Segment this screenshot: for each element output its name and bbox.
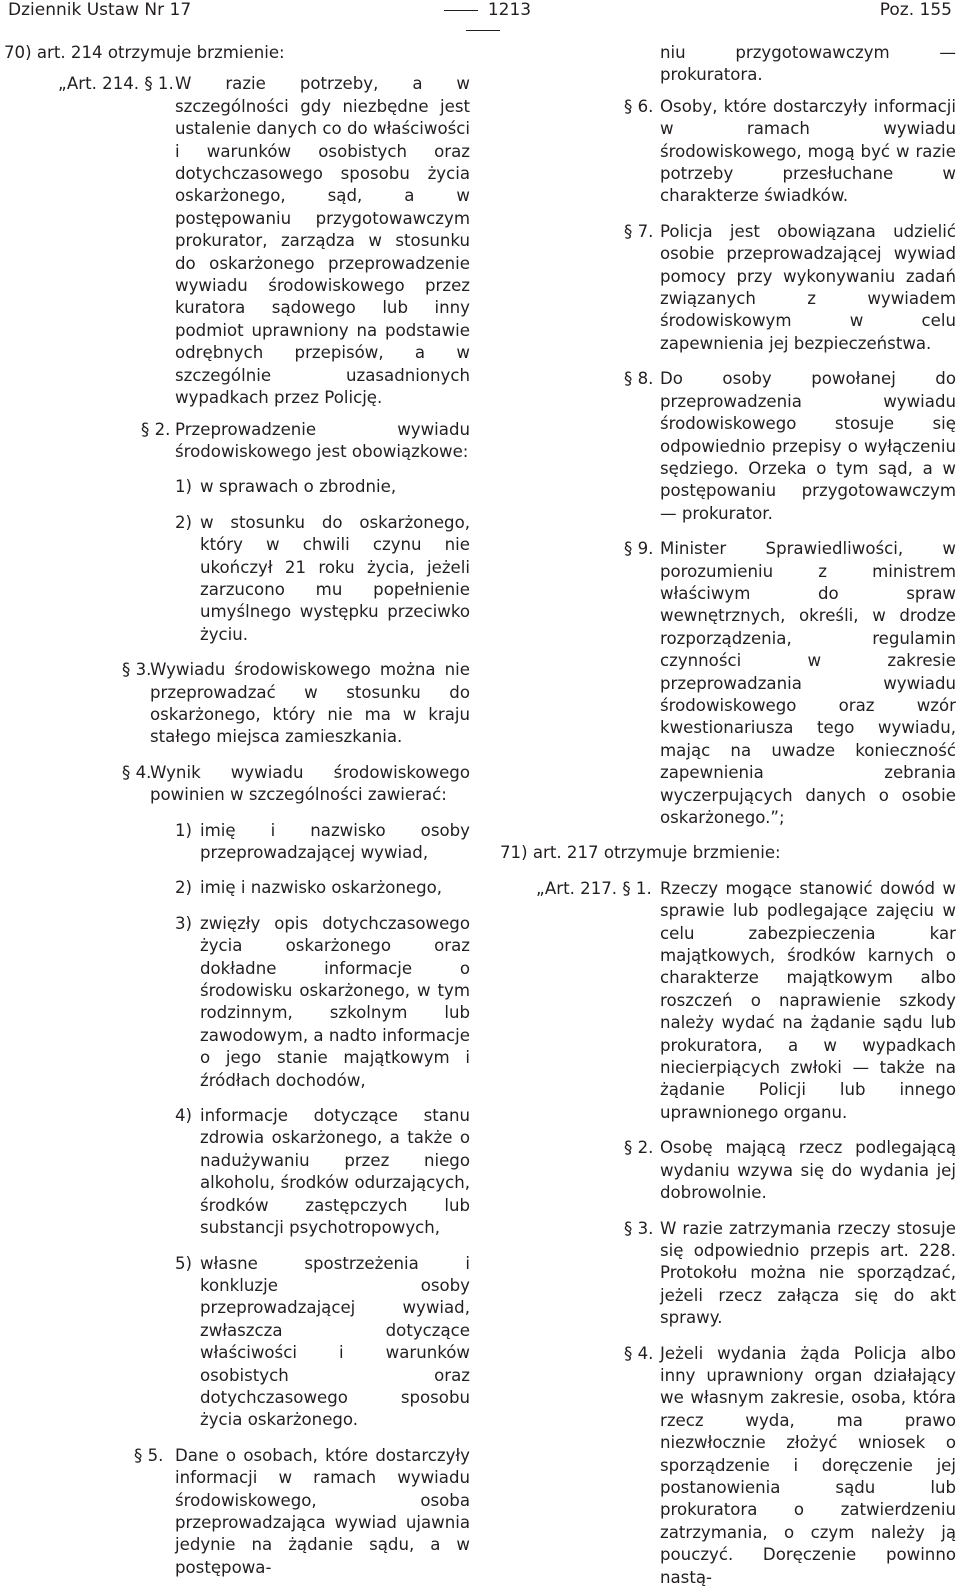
par-4-item-5-num: 5) [175, 1253, 193, 1273]
par-4-item-1 [70, 820, 470, 865]
par-3-text: Wywiadu środowiskowego można nie przeprowadzać w stosunku do oskarżonego, który nie ma w kraju stałego miejsca zamieszkania. [150, 660, 470, 747]
amendment-intro-71: 71) art. 217 otrzymuje brzmienie: [500, 843, 781, 863]
par-6-label: § 6. [624, 96, 654, 116]
par-4-item-3-num: 3) [175, 913, 193, 933]
par-4-item-4-text: informacje dotyczące stanu zdrowia oskarżonego, a także o nadużywaniu przez niego alkoholu, środków odurzających, środków zastępczych lub substancji psychotropowych, [200, 1106, 470, 1238]
right-column [500, 42, 956, 1589]
art-214-par-5 [70, 1445, 470, 1579]
par-4-item-1-num: 1) [175, 820, 193, 840]
par-4-item-2-num: 2) [175, 878, 193, 898]
header-rule-left [444, 10, 478, 11]
art-214-par-6 [500, 96, 956, 208]
par-8-text: Do osoby powołanej do przeprowadzenia wywiadu środowiskowego stosuje się odpowiednio przepisy o wyłączeniu sędziego. Orzeka o tym sąd, a w postępowaniu przygotowawczym — prokurator. [660, 369, 956, 523]
art-217-par-3 [500, 1218, 956, 1330]
art-214-par-4 [70, 762, 470, 807]
par-4-item-4 [70, 1105, 470, 1239]
par-4-item-2 [70, 877, 470, 899]
par-5-text: Dane o osobach, które dostarczyły informacji w ramach wywiadu środowiskowego, osoba przeprowadzająca wywiad ujawnia jedynie na żądanie sądu, a w postępowa- [175, 1445, 470, 1577]
art-214-par-3 [70, 659, 470, 749]
art-217-par-1 [500, 878, 956, 1124]
par-7-label: § 7. [624, 221, 654, 241]
art-214-par-1 [58, 73, 470, 409]
par-2-item-1-num: 1) [175, 477, 193, 497]
art-217-par-3-text: W razie zatrzymania rzeczy stosuje się odpowiednio przepis art. 228. Protokołu można nie sporządzać, jeżeli rzecz załącza się do akt sprawy. [660, 1218, 956, 1328]
par-9-text: Minister Sprawiedliwości, w porozumieniu z ministrem właściwym do spraw wewnętrznych, określi, w drodze rozporządzenia, regulamin czynności w zakresie przeprowadzania wywiadu środowiskowego oraz wzór kwestionariusza tego wywiadu, mając na uwadze konieczność zapewnienia zebrania wyczerpujących danych o osobie oskarżonego.”; [660, 539, 956, 827]
par-4-item-4-num: 4) [175, 1106, 193, 1126]
art-214-par-7 [500, 221, 956, 355]
par-5-label: § 5. [134, 1445, 164, 1465]
par-2-item-1-text: w sprawach o zbrodnie, [200, 477, 397, 497]
art-214-par-2 [70, 419, 470, 464]
par-2-item-2-text: w stosunku do oskarżonego, który w chwili czynu nie ukończył 21 roku życia, jeżeli zarzucono mu popełnienie umyślnego występku przeciwko życiu. [200, 512, 470, 644]
par-4-item-3-text: zwięzły opis dotychczasowego życia oskarżonego oraz dokładne informacje o środowisku oskarżonego, w tym rodzinnym, szkolnym lub zawodowym, a nadto informacje o jego stanie majątkowym i źródłach dochodów, [200, 913, 470, 1090]
art-217-par-1-text: Rzeczy mogące stanowić dowód w sprawie lub podlegające zajęciu w celu zabezpieczenia kar majątkowych, środków karnych o charakterze majątkowym albo roszczeń o naprawienie szkody należy wydać na żądanie sądu lub prokuratora, a w wypadkach niecierpiących zwłoki — także na żądanie Policji lub innego uprawnionego organu. [660, 878, 956, 1122]
art-217-par-2 [500, 1137, 956, 1204]
par-4-item-1-text: imię i nazwisko osoby przeprowadzającej wywiad, [200, 820, 470, 862]
par-2-item-1 [70, 476, 470, 498]
art-214-label: „Art. 214. § 1. [58, 74, 174, 94]
par-5-cont-text: niu przygotowawczym — prokuratora. [660, 43, 956, 85]
page-number: 1213 [487, 0, 532, 20]
page-number-block [410, 0, 555, 40]
par-9-label: § 9. [624, 539, 654, 559]
art-217-par-4-text: Jeżeli wydania żąda Policja albo inny uprawniony organ działający we własnym zakresie, osoba, która rzecz wyda, ma prawo niezwłocznie złożyć wniosek o sporządzenie i doręczenie jej postanowienia sądu lub prokuratora o zatwierdzeniu zatrzymania, o czym należy ją pouczyć. Doręczenie powinno nastą- [660, 1343, 956, 1587]
par-2-item-2-num: 2) [175, 512, 193, 532]
par-5-continuation [500, 42, 956, 87]
par-4-item-5-text: własne spostrzeżenia i konkluzje osoby przeprowadzającej wywiad, zwłaszcza dotyczące właściwości i warunków osobistych oraz dotychczasowego sposobu życia oskarżonego. [200, 1253, 470, 1430]
art-217-par-3-label: § 3. [624, 1218, 654, 1238]
par-8-label: § 8. [624, 369, 654, 389]
art-217-par-4 [500, 1343, 956, 1589]
par-7-text: Policja jest obowiązana udzielić osobie przeprowadzającej wywiad pomocy przy wykonywaniu zadań związanych z wywiadem środowiskowym w celu zapewnienia jej bezpieczeństwa. [660, 221, 956, 353]
position-number: Poz. 155 [879, 0, 952, 20]
art-217-par-2-text: Osobę mającą rzecz podlegającą wydaniu wzywa się do wydania jej dobrowolnie. [660, 1138, 956, 1203]
art-214-par-8 [500, 368, 956, 525]
art-214-par-9 [500, 538, 956, 829]
journal-title: Dziennik Ustaw Nr 17 [8, 0, 192, 20]
par-2-item-2 [70, 512, 470, 646]
art-217-par-2-label: § 2. [624, 1138, 654, 1158]
par-2-text: Przeprowadzenie wywiadu środowiskowego jest obowiązkowe: [175, 419, 470, 461]
par-2-label: § 2. [141, 419, 171, 439]
par-4-item-3 [70, 913, 470, 1092]
art-217-label: „Art. 217. § 1. [536, 878, 652, 898]
art-214-par-1-text: W razie potrzeby, a w szczególności gdy niezbędne jest ustalenie danych co do właściwości i warunków osobistych oraz dotychczasowego sposobu życia oskarżonego, sąd, a w postępowaniu przygotowawczym prokurator, zarządza w stosunku do oskarżonego przeprowadzenie wywiadu środowiskowego przez kuratora sądowego lub inny podmiot uprawniony na podstawie odrębnych przepisów, a w szczególnie uzasadnionych wypadkach przez Policję. [175, 74, 470, 408]
par-3-label: § 3. [122, 660, 152, 680]
par-6-text: Osoby, które dostarczyły informacji w ramach wywiadu środowiskowego, mogą być w razie potrzeby przesłuchane w charakterze świadków. [660, 96, 956, 206]
par-4-text: Wynik wywiadu środowiskowego powinien w szczególności zawierać: [150, 762, 470, 805]
art-217-par-4-label: § 4. [624, 1343, 654, 1363]
par-4-item-2-text: imię i nazwisko oskarżonego, [200, 878, 443, 898]
header-rule-right [466, 30, 500, 31]
par-4-item-5 [70, 1253, 470, 1432]
page-header [0, 0, 960, 20]
par-4-label: § 4. [122, 762, 152, 782]
amendment-intro-70: 70) art. 214 otrzymuje brzmienie: [4, 43, 285, 62]
